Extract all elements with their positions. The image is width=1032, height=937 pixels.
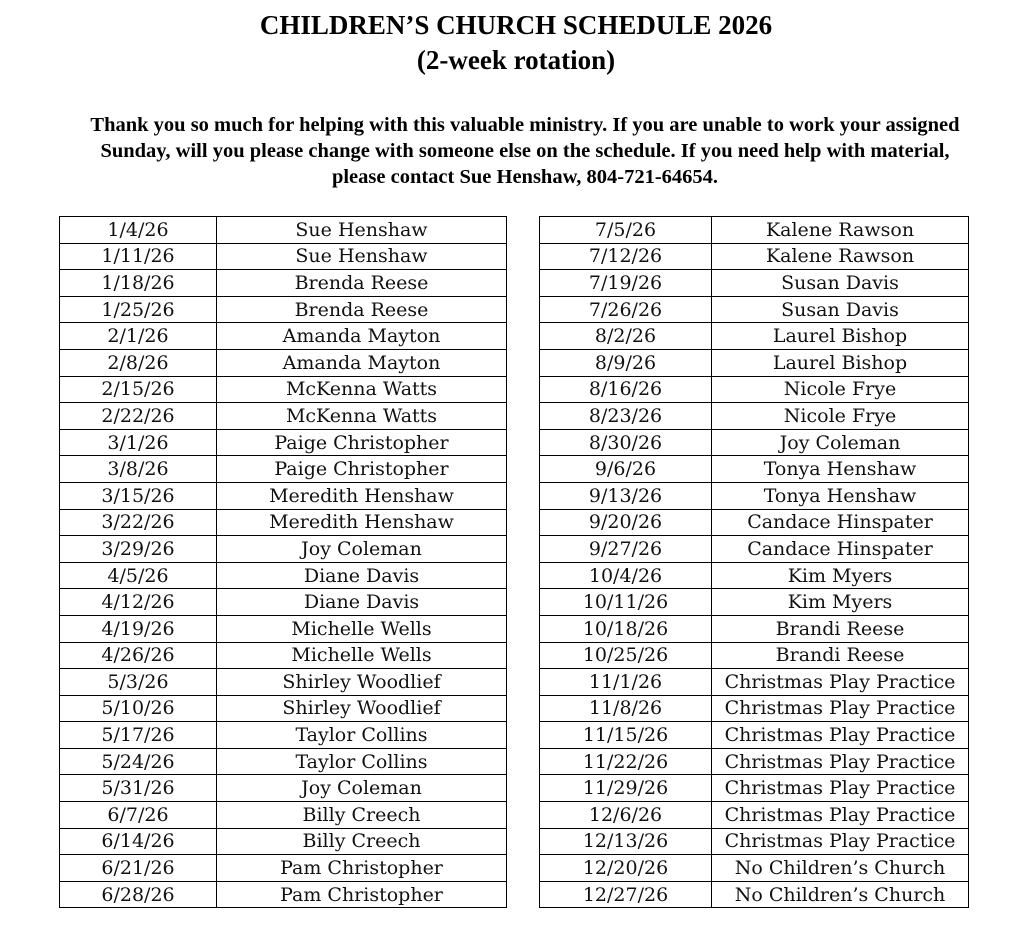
volunteer-name-cell: No Children’s Church (712, 881, 969, 908)
table-row (60, 748, 507, 775)
volunteer-name-cell: Pam Christopher (217, 881, 507, 908)
volunteer-name-cell: Brandi Reese (712, 615, 969, 642)
volunteer-name-cell: Joy Coleman (712, 429, 969, 456)
volunteer-name-cell: Nicole Frye (712, 376, 969, 403)
volunteer-name-cell: Paige Christopher (217, 456, 507, 483)
table-row (540, 722, 969, 749)
date-cell: 1/11/26 (60, 243, 217, 270)
date-cell: 3/15/26 (60, 482, 217, 509)
volunteer-name-cell: Brenda Reese (217, 296, 507, 323)
date-cell: 3/29/26 (60, 536, 217, 563)
table-row (60, 695, 507, 722)
volunteer-name-cell: Laurel Bishop (712, 349, 969, 376)
date-cell: 11/1/26 (540, 669, 712, 696)
date-cell: 5/10/26 (60, 695, 217, 722)
table-row (540, 669, 969, 696)
date-cell: 4/19/26 (60, 615, 217, 642)
date-cell: 8/30/26 (540, 429, 712, 456)
volunteer-name-cell: Kim Myers (712, 589, 969, 616)
date-cell: 11/22/26 (540, 748, 712, 775)
intro-paragraph: Thank you so much for helping with this valuable ministry. If you are unable to work your assigned Sunday, will you please change with someone else on the schedule. If you need help with material, please contact Sue Henshaw, 804-721-64654. (90, 114, 960, 188)
date-cell: 6/21/26 (60, 855, 217, 882)
date-cell: 1/25/26 (60, 296, 217, 323)
date-cell: 6/14/26 (60, 828, 217, 855)
volunteer-name-cell: Shirley Woodlief (217, 695, 507, 722)
volunteer-name-cell: Michelle Wells (217, 642, 507, 669)
date-cell: 10/4/26 (540, 562, 712, 589)
schedule-table-right (539, 216, 969, 908)
date-cell: 10/11/26 (540, 589, 712, 616)
table-row (540, 855, 969, 882)
date-cell: 10/25/26 (540, 642, 712, 669)
table-row (540, 376, 969, 403)
volunteer-name-cell: Nicole Frye (712, 403, 969, 430)
volunteer-name-cell: Christmas Play Practice (712, 748, 969, 775)
table-row (60, 456, 507, 483)
table-row (60, 217, 507, 244)
volunteer-name-cell: Taylor Collins (217, 722, 507, 749)
date-cell: 3/8/26 (60, 456, 217, 483)
page-subtitle: (2-week rotation) (416, 45, 616, 75)
date-cell: 6/7/26 (60, 802, 217, 829)
date-cell: 7/12/26 (540, 243, 712, 270)
volunteer-name-cell: McKenna Watts (217, 403, 507, 430)
date-cell: 5/17/26 (60, 722, 217, 749)
table-row (540, 482, 969, 509)
table-row (60, 323, 507, 350)
date-cell: 8/2/26 (540, 323, 712, 350)
date-cell: 11/8/26 (540, 695, 712, 722)
date-cell: 12/6/26 (540, 802, 712, 829)
date-cell: 2/1/26 (60, 323, 217, 350)
table-row (540, 775, 969, 802)
volunteer-name-cell: Sue Henshaw (217, 243, 507, 270)
volunteer-name-cell: Brenda Reese (217, 270, 507, 297)
volunteer-name-cell: Kalene Rawson (712, 243, 969, 270)
table-row (60, 615, 507, 642)
volunteer-name-cell: Meredith Henshaw (217, 482, 507, 509)
date-cell: 3/22/26 (60, 509, 217, 536)
date-cell: 10/18/26 (540, 615, 712, 642)
table-row (60, 296, 507, 323)
date-cell: 4/5/26 (60, 562, 217, 589)
volunteer-name-cell: Billy Creech (217, 828, 507, 855)
volunteer-name-cell: Billy Creech (217, 802, 507, 829)
date-cell: 2/15/26 (60, 376, 217, 403)
date-cell: 9/27/26 (540, 536, 712, 563)
volunteer-name-cell: Tonya Henshaw (712, 482, 969, 509)
volunteer-name-cell: Kalene Rawson (712, 217, 969, 244)
table-row (540, 748, 969, 775)
volunteer-name-cell: Joy Coleman (217, 775, 507, 802)
date-cell: 7/5/26 (540, 217, 712, 244)
table-row (540, 615, 969, 642)
schedule-table-left (59, 216, 507, 908)
table-row (60, 855, 507, 882)
date-cell: 11/15/26 (540, 722, 712, 749)
volunteer-name-cell: Amanda Mayton (217, 323, 507, 350)
volunteer-name-cell: Christmas Play Practice (712, 669, 969, 696)
date-cell: 3/1/26 (60, 429, 217, 456)
volunteer-name-cell: Kim Myers (712, 562, 969, 589)
table-row (60, 589, 507, 616)
volunteer-name-cell: Christmas Play Practice (712, 775, 969, 802)
date-cell: 9/6/26 (540, 456, 712, 483)
table-row (540, 456, 969, 483)
volunteer-name-cell: Taylor Collins (217, 748, 507, 775)
volunteer-name-cell: Christmas Play Practice (712, 722, 969, 749)
table-row (540, 589, 969, 616)
date-cell: 8/23/26 (540, 403, 712, 430)
volunteer-name-cell: Sue Henshaw (217, 217, 507, 244)
page-title: CHILDREN’S CHURCH SCHEDULE 2026 (259, 10, 773, 40)
table-row (540, 349, 969, 376)
date-cell: 4/12/26 (60, 589, 217, 616)
table-row (540, 642, 969, 669)
volunteer-name-cell: McKenna Watts (217, 376, 507, 403)
table-row (540, 695, 969, 722)
date-cell: 6/28/26 (60, 881, 217, 908)
table-row (60, 828, 507, 855)
table-row (540, 429, 969, 456)
table-row (60, 429, 507, 456)
date-cell: 12/13/26 (540, 828, 712, 855)
volunteer-name-cell: Meredith Henshaw (217, 509, 507, 536)
table-row (60, 403, 507, 430)
volunteer-name-cell: Candace Hinspater (712, 509, 969, 536)
volunteer-name-cell: Brandi Reese (712, 642, 969, 669)
table-row (540, 217, 969, 244)
volunteer-name-cell: Shirley Woodlief (217, 669, 507, 696)
table-row (540, 323, 969, 350)
date-cell: 2/8/26 (60, 349, 217, 376)
table-row (540, 403, 969, 430)
table-row (540, 270, 969, 297)
volunteer-name-cell: Amanda Mayton (217, 349, 507, 376)
volunteer-name-cell: Christmas Play Practice (712, 695, 969, 722)
date-cell: 8/9/26 (540, 349, 712, 376)
date-cell: 12/27/26 (540, 881, 712, 908)
volunteer-name-cell: Pam Christopher (217, 855, 507, 882)
volunteer-name-cell: Paige Christopher (217, 429, 507, 456)
date-cell: 4/26/26 (60, 642, 217, 669)
volunteer-name-cell: Susan Davis (712, 270, 969, 297)
table-row (60, 669, 507, 696)
table-row (540, 881, 969, 908)
table-row (60, 376, 507, 403)
table-row (60, 881, 507, 908)
date-cell: 5/3/26 (60, 669, 217, 696)
date-cell: 1/18/26 (60, 270, 217, 297)
date-cell: 2/22/26 (60, 403, 217, 430)
date-cell: 7/26/26 (540, 296, 712, 323)
table-row (540, 802, 969, 829)
date-cell: 1/4/26 (60, 217, 217, 244)
volunteer-name-cell: No Children’s Church (712, 855, 969, 882)
table-row (60, 270, 507, 297)
volunteer-name-cell: Tonya Henshaw (712, 456, 969, 483)
date-cell: 5/24/26 (60, 748, 217, 775)
table-row (540, 243, 969, 270)
table-row (60, 243, 507, 270)
date-cell: 12/20/26 (540, 855, 712, 882)
volunteer-name-cell: Christmas Play Practice (712, 802, 969, 829)
table-row (540, 536, 969, 563)
date-cell: 9/20/26 (540, 509, 712, 536)
volunteer-name-cell: Christmas Play Practice (712, 828, 969, 855)
volunteer-name-cell: Susan Davis (712, 296, 969, 323)
table-row (60, 802, 507, 829)
table-row (60, 562, 507, 589)
volunteer-name-cell: Joy Coleman (217, 536, 507, 563)
table-row (60, 775, 507, 802)
table-row (60, 722, 507, 749)
table-row (60, 509, 507, 536)
table-row (540, 828, 969, 855)
volunteer-name-cell: Diane Davis (217, 589, 507, 616)
table-row (540, 509, 969, 536)
date-cell: 9/13/26 (540, 482, 712, 509)
volunteer-name-cell: Laurel Bishop (712, 323, 969, 350)
table-row (540, 562, 969, 589)
table-row (60, 349, 507, 376)
table-row (60, 642, 507, 669)
table-row (540, 296, 969, 323)
volunteer-name-cell: Candace Hinspater (712, 536, 969, 563)
date-cell: 7/19/26 (540, 270, 712, 297)
date-cell: 11/29/26 (540, 775, 712, 802)
date-cell: 8/16/26 (540, 376, 712, 403)
table-row (60, 536, 507, 563)
volunteer-name-cell: Diane Davis (217, 562, 507, 589)
table-row (60, 482, 507, 509)
date-cell: 5/31/26 (60, 775, 217, 802)
volunteer-name-cell: Michelle Wells (217, 615, 507, 642)
